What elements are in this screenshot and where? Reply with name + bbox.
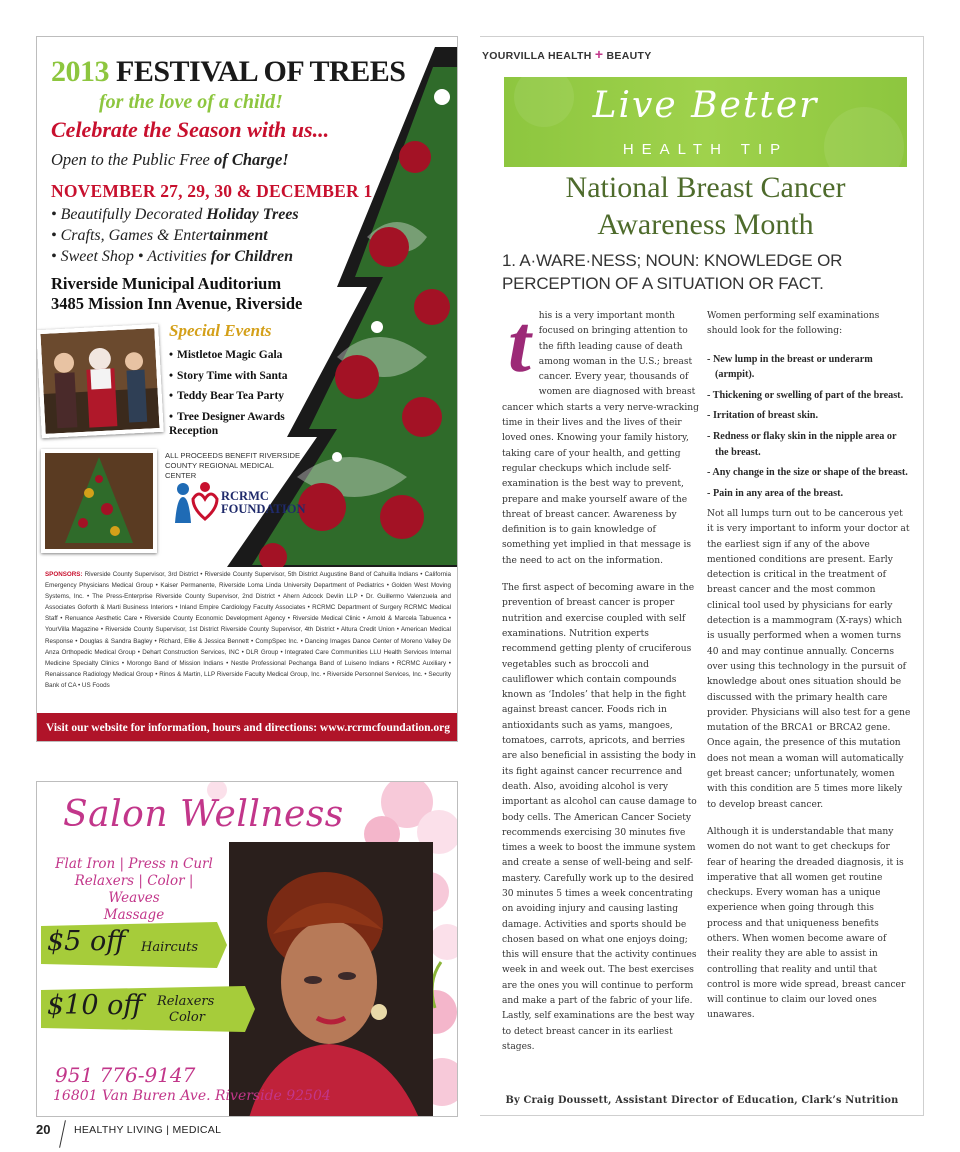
- paragraph: The first aspect of becoming aware in the prevention of breast cancer is proper nutrition and exercise coupled with self examinations. Nutrition experts recommend getting plenty of cruciferous vegetables such as broccoli and cauliflower which contain compounds known as ‘Indoles’ that help in the fight against breast cancer. Foods rich in antioxidants such as yams, mangoes, tomatoes, carrots, apricots, and berries are also beneficial in assisting the body in its fight against cancer recurrence and death. Also, avoiding alcohol is very important as alcohol can cause damage to body cells. The American Cancer Society recommends exercising 30 minutes five times a week to boost the immune system and create a sense of well-being and self-mastery. Carefully work up to the desired 30 minutes 5 times a week concentrating on avoiding injury and causing lasting damage. Activities and sports should be chosen based on what one enjoys doing; this will ensure that the activity continues week in and week out. The best exercises are the ones you will continue to perform and make a part of the fabric of your life. Lastly, self examinations are the best way to detect breast cancer in its earliest stages.: [502, 583, 697, 1052]
- special-event-item: • Mistletoe Magic Gala: [169, 349, 283, 361]
- salon-title: Salon Wellness: [63, 794, 344, 835]
- santa-children-photo: [36, 324, 163, 438]
- sponsors-list: [45, 569, 451, 691]
- special-event-item: • Tree Designer Awards Reception: [169, 410, 285, 437]
- section-label: HEALTHY LIVING | MEDICAL: [74, 1124, 222, 1136]
- paragraph: Not all lumps turn out to be cancerous yet it is very important to inform your doctor at the earliest sign if any of the above mentioned conditions are present. Early detection is critical in the treatment of breast cancer and the most common clinical tool used by physicians for early detection is a mammogram (X-rays) which is usually performed when a women turns 40 and may continue annually. Concerns over using this technology in the pursuit of knowledge about ones situation should be discussed with the primary health care provider. Physicians will also test for a gene mutation of the BRCA1 or BRCA2 gene. Once again, the presence of this mutation does not mean a woman will automatically get breast cancer; unfortunately, women with this condition are 5 times more likely to develop breast cancer.: [707, 508, 911, 810]
- article-byline: By Craig Doussett, Assistant Director of Education, Clark’s Nutrition: [505, 1095, 899, 1106]
- open-strong: of Charge!: [213, 150, 289, 169]
- checklist-item: - Pain in any area of the breast.: [707, 488, 844, 500]
- feature-lead: • Sweet Shop • Activities: [51, 248, 211, 265]
- checklist-item: - Irritation of breast skin.: [707, 410, 819, 422]
- article-headline: National Breast Cancer Awareness Month: [565, 171, 846, 241]
- festival-venue: [51, 274, 302, 314]
- salon-phone: 951 776-9147: [55, 1063, 196, 1087]
- festival-website-footer: Visit our website for information, hours and directions: www.rcrmcfoundation.org: [37, 713, 458, 742]
- live-better-banner: [504, 77, 907, 167]
- salon-address: 16801 Van Buren Ave. Riverside 92504: [53, 1088, 331, 1104]
- festival-dates: NOVEMBER 27, 29, 30 & DECEMBER 1: [51, 181, 373, 201]
- special-event-label: Teddy Bear Tea Party: [177, 390, 285, 402]
- live-better-script: Live Better: [592, 85, 819, 126]
- checklist-item: - Thickening or swelling of part of the breast.: [707, 389, 904, 401]
- article-column-1: [502, 298, 700, 1067]
- feature-strong: tainment: [209, 227, 268, 244]
- feature-item: [51, 246, 299, 267]
- decorated-tree-photo: [41, 449, 157, 553]
- offer2-label-color: Color: [169, 1010, 205, 1025]
- health-tip-article: [480, 36, 924, 1116]
- service-line: Flat Iron | Press n Curl: [55, 856, 213, 872]
- paragraph: [502, 298, 700, 569]
- paragraph-text: his is a very important month focused on bringing attention to the fifth leading cause of death among woman in the U.S.; breast cancer. Every year, thousands of women are diagnosed with breast cancer which starts a very nerve-wracking time in their lives and the lives of their loved ones. Knowing your family history, taking care of your health, and getting regular checkups which include self-examination is the best way to prevent, prepare and make yourself aware of the threat of breast cancer. Awareness by definition is to gain knowledge of something yet implied in that message is the need to act on the information.: [502, 311, 699, 566]
- feature-item: [51, 225, 299, 246]
- article-column-2: [707, 309, 911, 1036]
- sponsors-label: SPONSORS:: [45, 571, 83, 578]
- footer-divider: [59, 1120, 66, 1148]
- festival-celebrate-line: Celebrate the Season with us...: [51, 117, 330, 142]
- venue-address: 3485 Mission Inn Avenue, Riverside: [51, 294, 303, 313]
- service-line: Massage: [103, 907, 165, 923]
- special-event-label: Story Time with Santa: [177, 369, 288, 382]
- kicker-plus: +: [594, 46, 604, 62]
- sponsors-text: Riverside County Supervisor, 3rd District • Riverside County Supervisor, 5th District Augustine Band of Cahuilla Indians • California Emergency Physicians Medical Group • Kaiser Permanente, Riverside Loma Linda University Department of Pediatrics • Golden West Moving Systems, Inc. • The Press-Enterprise Riverside County Supervisor, 2nd District • Ahern Adcock Devlin LLP • Dr. Guillermo Valenzuela and Associates Goforth & Marti Business Interiors • Inland Empire Cardiology Faculty Associates • RCRMC Department of Surgery RCRMC Medical Staff • Renuance Aesthetic Care • Riverside County Economic Development Agency • Riverside Medical Clinic • Arnold & Marcela Tabuenca • YourVilla Magazine • Riverside County Supervisor, 1st District Riverside County Supervisor, 4th District • Altura Credit Union • American Medical Response • Douglas & Sandra Bagley • Richard, Ellie & Jessica Bennett • CompSpec Inc. • Dancing Images Dance Center of Moreno Valley De Anza Orthopedic Medical Group • Dehart Construction Services, INC • DLR Group • Integrated Care Communities LLU Health Services Internal Medicine Specialty Clinics • Morongo Band of Mission Indians • Nestle Professional Pechanga Band of Luiseno Indians • RCRMC Auxiliary • Renaissance Radiology Medical Group • Rinos & Martin, LLP Riverside Faculty Medical Group, Inc. • Riverside Personnel Services, Inc. • Security Bank of CA • US Foods: [45, 571, 451, 689]
- foundation-word: FOUNDATION: [221, 502, 306, 516]
- special-event-item: • Story Time with Santa: [169, 369, 288, 382]
- festival-subtitle: for the love of a child!: [99, 91, 283, 113]
- kicker-right: BEAUTY: [606, 50, 652, 62]
- proceeds-note: ALL PROCEEDS BENEFIT RIVERSIDE COUNTY REGIONAL MEDICAL CENTER: [165, 451, 301, 480]
- section-kicker: [482, 46, 652, 62]
- offer2-label-relaxers: Relaxers: [157, 994, 215, 1009]
- offer1-amount: $5 off: [47, 926, 126, 957]
- festival-title-text: FESTIVAL OF TREES: [116, 55, 406, 88]
- feature-strong: for Children: [210, 248, 294, 265]
- special-events-list: [169, 345, 309, 438]
- salon-services: [49, 856, 219, 924]
- model-portrait: [229, 842, 433, 1117]
- rcrmc-foundation-wordmark: [221, 490, 306, 516]
- feature-strong: Holiday Trees: [206, 206, 299, 223]
- offer2-amount: $10 off: [47, 990, 143, 1021]
- offer1-label: Haircuts: [141, 940, 199, 955]
- open-lead: Open to the Public Free: [51, 150, 214, 169]
- page-number: 20: [36, 1122, 51, 1137]
- drop-cap: t: [508, 298, 531, 389]
- venue-name: Riverside Municipal Auditorium: [51, 274, 282, 293]
- festival-open-line: [51, 150, 289, 170]
- feature-lead: • Crafts, Games & Enter: [51, 227, 210, 244]
- checklist-item: - Any change in the size or shape of the breast.: [707, 467, 908, 479]
- special-event-item: • Teddy Bear Tea Party: [169, 390, 285, 402]
- special-event-label: Mistletoe Magic Gala: [177, 349, 283, 361]
- paragraph: Although it is understandable that many women do not want to get checkups for fear of hearing the dreaded diagnosis, it is imperative that all women get routine checkups. Every woman has a unique experience when going through this process and that uniqueness benefits others. When women become aware of their reality they are able to assist in controlling that reality and until that control is more wide spread, breast cancer will continue to claim our loved ones unawares.: [707, 826, 906, 1021]
- checklist-item: - Redness or flaky skin in the nipple area or the breast.: [707, 431, 897, 458]
- festival-title: [51, 55, 405, 89]
- special-event-label: Tree Designer Awards Reception: [169, 410, 285, 437]
- salon-wellness-ad: [36, 781, 458, 1117]
- self-exam-checklist: [707, 352, 911, 502]
- festival-year: 2013: [51, 55, 109, 88]
- foundation-name: RCRMC: [221, 489, 269, 503]
- awareness-definition: 1. A·WARE·NESS; NOUN: KNOWLEDGE OR PERCEPTION OF A SITUATION OR FACT.: [502, 251, 843, 293]
- paragraph: Women performing self examinations should look for the following:: [707, 311, 880, 337]
- feature-item: [51, 204, 299, 225]
- health-tip-label: HEALTH TIP: [622, 141, 789, 158]
- festival-of-trees-ad: [36, 36, 458, 742]
- kicker-left: YOURVILLA HEALTH: [482, 50, 592, 62]
- special-events-title: Special Events: [169, 321, 272, 340]
- checklist-item: - New lump in the breast or underarm (armpit).: [707, 353, 873, 380]
- service-line: Relaxers | Color | Weaves: [74, 873, 194, 906]
- festival-features: [51, 204, 299, 267]
- feature-lead: • Beautifully Decorated: [51, 206, 207, 223]
